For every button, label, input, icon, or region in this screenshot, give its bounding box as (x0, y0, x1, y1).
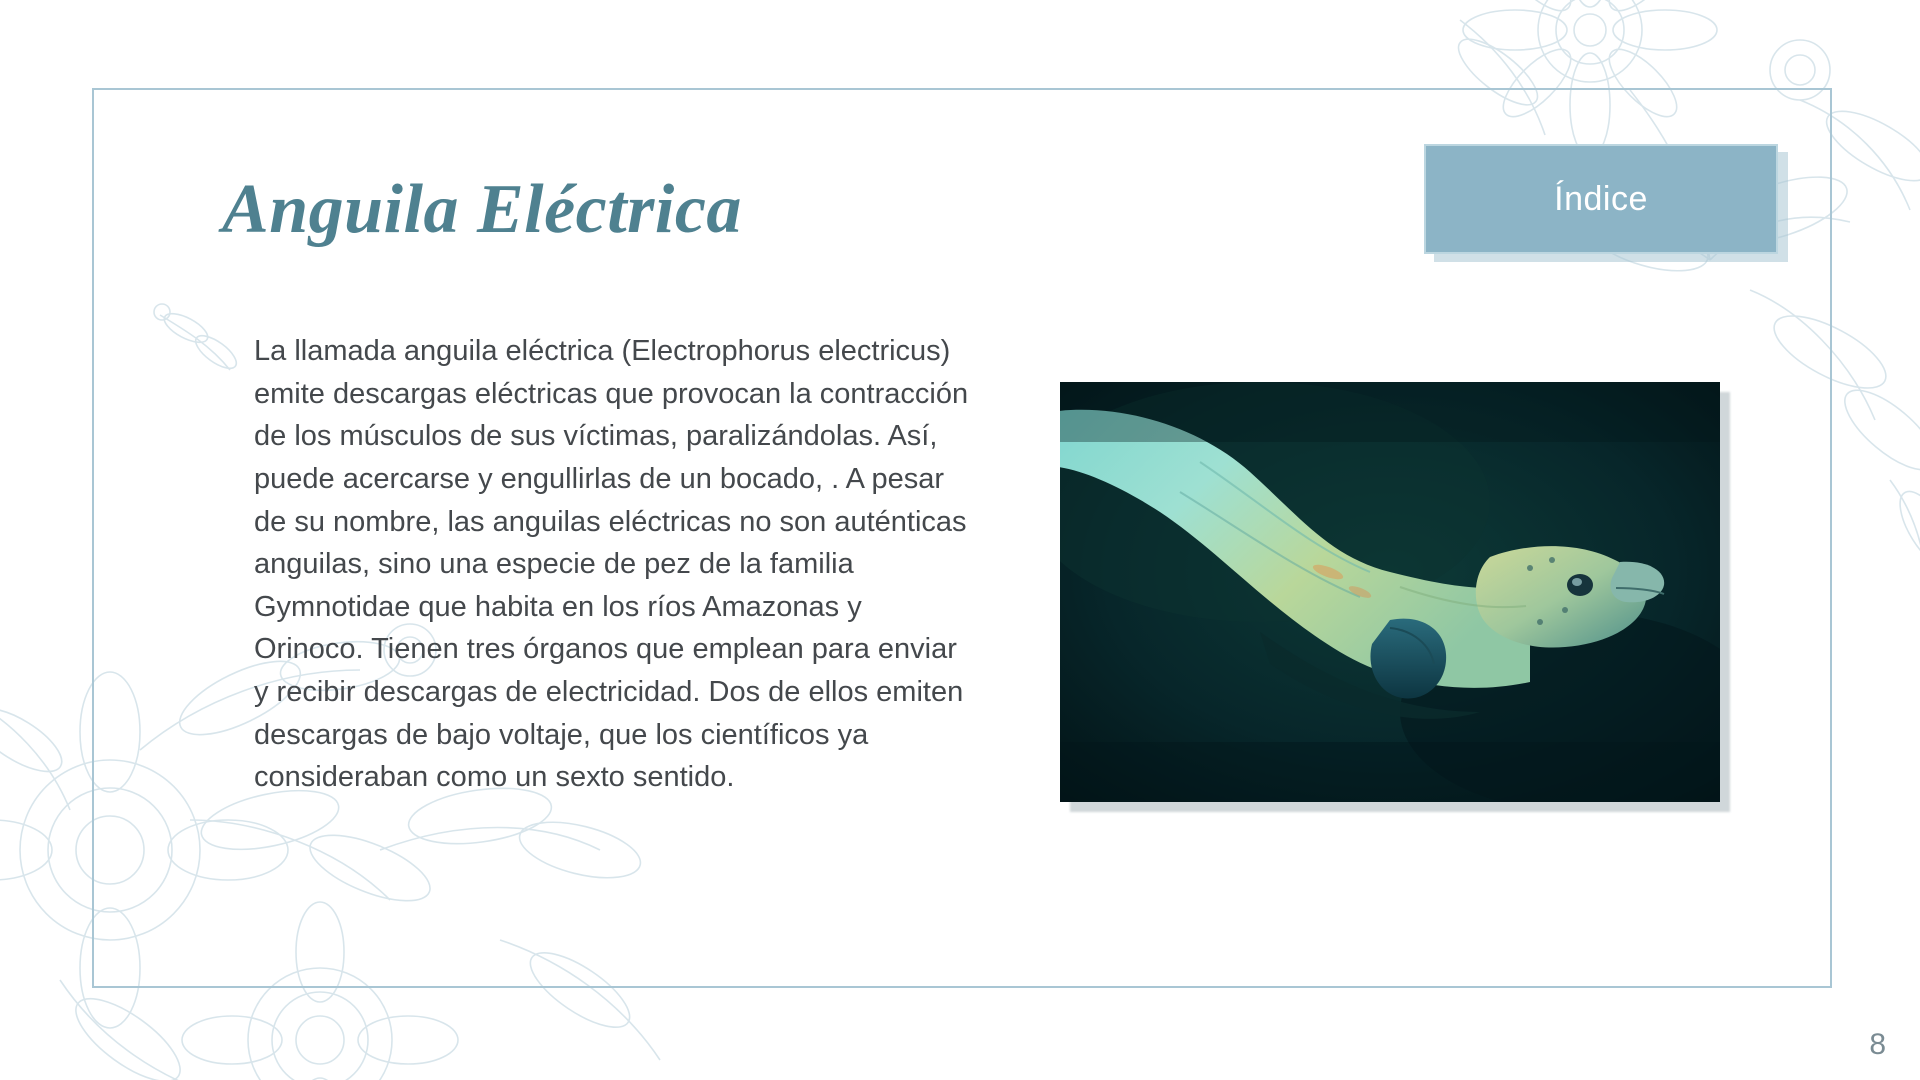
electric-eel-image (1060, 382, 1720, 802)
page-title: Anguila Eléctrica (222, 171, 742, 248)
index-button-label: Índice (1554, 179, 1648, 218)
index-button[interactable] (1424, 144, 1778, 254)
page-number: 8 (1869, 1028, 1886, 1061)
body-paragraph: La llamada anguila eléctrica (Electrophorus electricus) emite descargas eléctricas que provocan la contracción de los músculos de sus víctimas, paralizándolas. Así, puede acercarse y engullirlas de un bocado, . A pesar de su nombre, las anguilas eléctricas no son auténticas anguilas, sino una especie de pez de la familia Gymnotidae que habita en los ríos Amazonas y Orinoco. Tienen tres órganos que emplean para enviar y recibir descargas de electricidad. Dos de ellos emiten descargas de bajo voltaje, que los científicos ya consideraban como un sexto sentido. (254, 335, 969, 794)
